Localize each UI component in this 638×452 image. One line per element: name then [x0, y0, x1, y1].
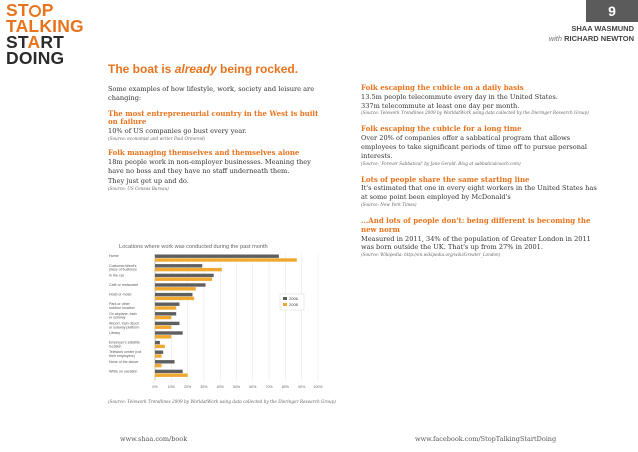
- x-tick-label: 90%: [298, 384, 306, 389]
- category-label: Customer/client's place of business: [109, 263, 137, 272]
- bar-2008: [155, 268, 222, 271]
- logo: [6, 2, 86, 66]
- section-source: (Source: Telework Trendlines 2009 by WorldatWork using data collected by the Dieringer Research Group): [361, 110, 589, 116]
- section-body: 10% of US companies go bust every year.: [108, 127, 247, 136]
- bar-2008: [155, 354, 162, 357]
- logo-text: P: [41, 0, 54, 20]
- bar-2008: [155, 316, 171, 319]
- author-with: with: [548, 34, 563, 43]
- footer-left-link[interactable]: www.shaa.com/book: [120, 435, 188, 443]
- category-label: Telework center (not their employers): [109, 350, 142, 359]
- section-body: It's estimated that one in every eight workers in the United States has at some point been employed by McDonald's: [361, 184, 597, 202]
- logo-text: ST: [6, 0, 29, 20]
- category-label: Airport, train depot or subway platform: [109, 321, 140, 330]
- title-emphasis: already: [174, 62, 217, 76]
- bar-2008: [155, 278, 212, 281]
- title-text: The boat is: [108, 62, 175, 76]
- title-text: being rocked.: [216, 62, 299, 76]
- intro-text: Some examples of how lifestyle, work, society and leisure are changing:: [108, 85, 315, 102]
- bar-2006: [155, 312, 176, 315]
- bar-2006: [155, 264, 202, 267]
- category-label: Park or other outdoor location: [109, 302, 135, 311]
- section-body: 13.5m people telecommute every day in the United States.: [361, 92, 558, 101]
- category-label: Hotel or motel: [109, 292, 132, 297]
- bar-2006: [155, 322, 179, 325]
- x-tick-label: 20%: [183, 384, 192, 389]
- section-heading: ...And lots of people don't: being different is becoming the new norm: [361, 215, 591, 234]
- x-tick-label: 80%: [281, 384, 290, 389]
- coauthor-name: RICHARD NEWTON: [564, 34, 634, 43]
- section-body: 337m telecommute at least one day per month.: [361, 101, 520, 110]
- left-column: [108, 85, 328, 192]
- section-source: (Source: Wikipedia: http://en.wikipedia.org/wiki/Greater_London): [361, 252, 501, 258]
- bar-2006: [155, 360, 175, 363]
- bar-2006: [155, 331, 183, 334]
- bar-2006: [155, 274, 214, 277]
- category-label: Library: [109, 331, 120, 335]
- bar-2006: [155, 293, 192, 296]
- x-tick-label: 40%: [216, 384, 224, 389]
- category-label: Employer's satellite location: [109, 340, 140, 349]
- author-credit: [549, 24, 634, 44]
- category-label: On airplane, train or subway: [109, 311, 137, 320]
- category-label: Café or restaurant: [109, 283, 138, 287]
- logo-text: TALKING: [6, 16, 84, 36]
- right-column: [361, 84, 599, 258]
- section-body: 18m people work in non-employer businesses. Meaning they have no boss and they have no staff underneath them.: [108, 157, 311, 175]
- chart-title: Locations where work was conducted during the past month: [119, 244, 268, 250]
- bar-2006: [155, 370, 183, 373]
- bar-2008: [155, 335, 171, 338]
- section-heading: Lots of people share the same starting line: [361, 174, 530, 184]
- footer-right-link[interactable]: www.facebook.com/StopTalkingStartDoing: [415, 435, 557, 443]
- x-tick-label: 50%: [232, 384, 241, 389]
- category-label: None of the above: [109, 359, 139, 364]
- x-tick-label: 10%: [167, 384, 175, 389]
- x-tick-label: 0%: [152, 384, 158, 389]
- page-title: [108, 62, 298, 76]
- category-label: In the car: [109, 273, 124, 278]
- bar-2006: [155, 283, 206, 286]
- bar-2006: [155, 303, 179, 306]
- x-tick-label: 70%: [265, 384, 273, 389]
- x-tick-label: 100%: [313, 384, 323, 389]
- logo-text: ST: [6, 32, 28, 52]
- legend-label: 2006: [289, 296, 298, 301]
- author-name: SHAA WASMUND: [571, 24, 634, 33]
- section-heading: Folk escaping the cubicle on a daily basis: [361, 83, 524, 92]
- logo-text: A: [27, 32, 41, 52]
- legend-swatch: [283, 303, 287, 306]
- bar-2008: [155, 287, 196, 290]
- x-tick-label: 30%: [200, 384, 208, 389]
- bar-2008: [155, 258, 297, 261]
- logo-text: DOING: [6, 48, 65, 68]
- legend-swatch: [283, 297, 287, 300]
- section-source: (Source: US Census Bureau): [108, 186, 169, 192]
- category-label: Home: [109, 254, 119, 259]
- chart-source: (Source: Telework Trendlines 2009 by WorldatWork using data collected by the Dieringer Research Group): [108, 399, 336, 404]
- section-heading: Folk managing themselves and themselves alone: [108, 147, 300, 157]
- section-source: (Source: 'Forever Sabbatical' by Jane Gerald. Blog at sabbaticalcoach.com): [361, 160, 521, 166]
- category-label: While on vacation: [109, 369, 138, 374]
- section-source: (Source: economist and writer Paul Ormerod): [108, 135, 206, 141]
- section-heading: The most entrepreneurial country in the West is built on failure: [108, 108, 319, 127]
- bar-chart: [108, 250, 328, 396]
- section-heading: Folk escaping the cubicle for a long time: [361, 124, 522, 134]
- bar-2006: [155, 255, 279, 258]
- bar-2008: [155, 306, 176, 309]
- bar-2008: [155, 345, 165, 348]
- page-number: 9: [586, 0, 638, 22]
- bar-2008: [155, 364, 162, 367]
- x-tick-label: 60%: [249, 384, 257, 389]
- bar-2008: [155, 326, 171, 329]
- logo-text: RT: [40, 32, 65, 52]
- section-source: (Source: New York Times): [361, 201, 417, 207]
- bar-2008: [155, 297, 194, 300]
- section-body: Measured in 2011, 34% of the population of Greater London in 2011 was born outside the UK. That's up from 27% in 2001.: [361, 234, 591, 252]
- bar-2008: [155, 374, 188, 377]
- section-body: They just get up and do.: [108, 177, 189, 186]
- bar-2006: [155, 341, 160, 344]
- bar-2006: [155, 351, 163, 354]
- section-body: Over 20% of companies offer a sabbatical program that allows employees to take significant periods of time off to pursue personal interests.: [361, 134, 588, 160]
- legend-label: 2008: [289, 302, 298, 307]
